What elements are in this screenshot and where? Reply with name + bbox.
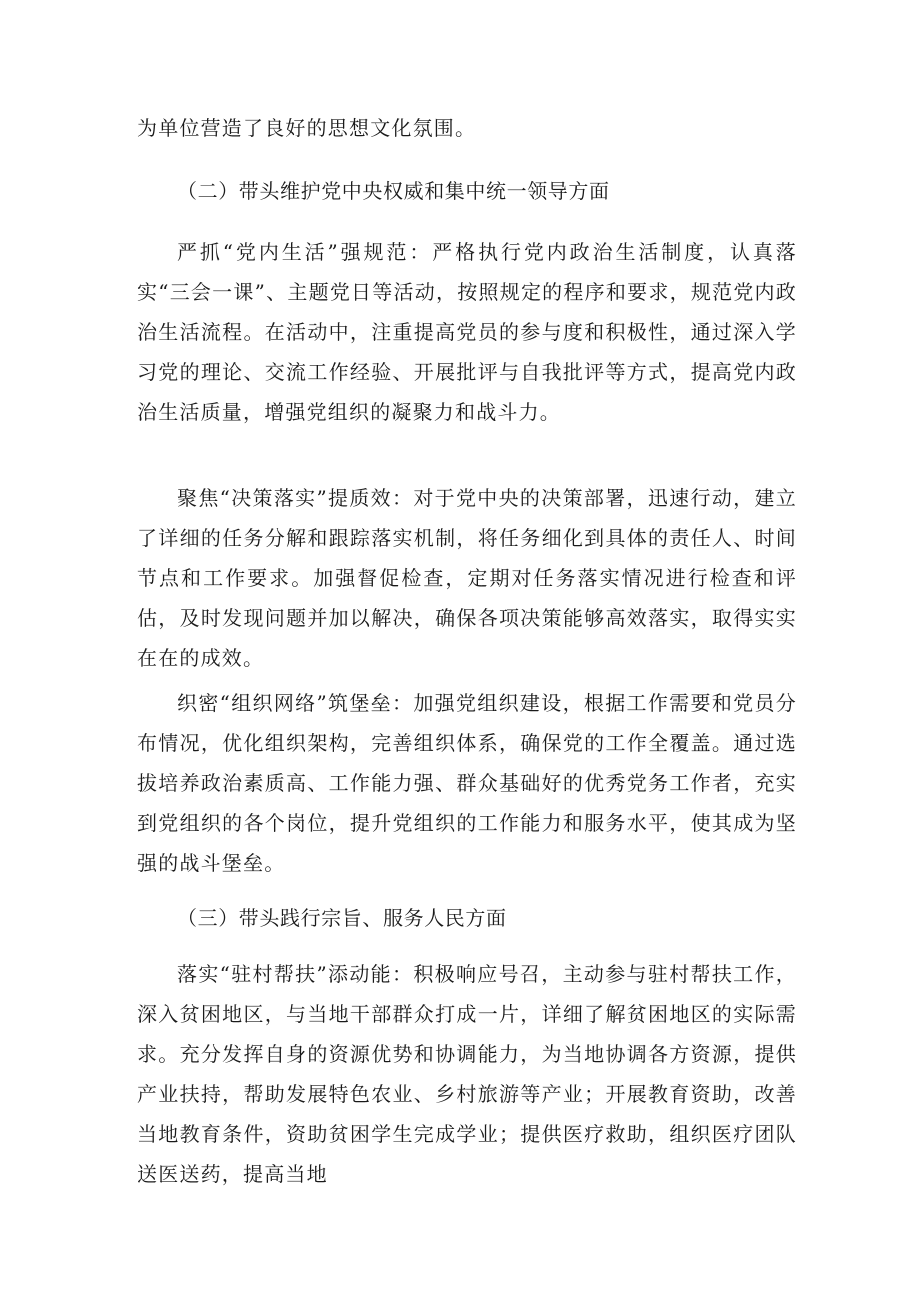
- paragraph-village-assistance: 落实“驻村帮扶”添动能：积极响应号召，主动参与驻村帮扶工作，深入贫困地区，与当地干部群众打成一片，详细了解贫困地区的实际需求。充分发挥自身的资源优势和协调能力，为当地协调各方资源，提供产业扶持，帮助发展特色农业、乡村旅游等产业；开展教育资助，改善当地教育条件，资助贫困学生完成学业；提供医疗救助，组织医疗团队送医送药，提高当地: [137, 962, 797, 1186]
- paragraph-party-life: 严抓“党内生活”强规范：严格执行党内政治生活制度，认真落实“三会一课”、主题党日等活动，按照规定的程序和要求，规范党内政治生活流程。在活动中，注重提高党员的参与度和积极性，通过深入学习党的理论、交流工作经验、开展批评与自我批评等方式，提高党内政治生活质量，增强党组织的凝聚力和战斗力。: [137, 240, 797, 424]
- section-heading-3: （三）带头践行宗旨、服务人民方面: [177, 906, 507, 930]
- paragraph-decision-implementation: 聚焦“决策落实”提质效：对于党中央的决策部署，迅速行动，建立了详细的任务分解和跟踪落实机制，将任务细化到具体的责任人、时间节点和工作要求。加强督促检查，定期对任务落实情况进行检查和评估，及时发现问题并加以解决，确保各项决策能够高效落实，取得实实在在的成效。: [137, 486, 797, 670]
- paragraph-organization-network: 织密“组织网络”筑堡垒：加强党组织建设，根据工作需要和党员分布情况，优化组织架构，完善组织体系，确保党的工作全覆盖。通过选拔培养政治素质高、工作能力强、群众基础好的优秀党务工作者，充实到党组织的各个岗位，提升党组织的工作能力和服务水平，使其成为坚强的战斗堡垒。: [137, 691, 797, 875]
- section-heading-2: （二）带头维护党中央权威和集中统一领导方面: [177, 179, 610, 203]
- paragraph-continuation: 为单位营造了良好的思想文化氛围。: [137, 116, 477, 140]
